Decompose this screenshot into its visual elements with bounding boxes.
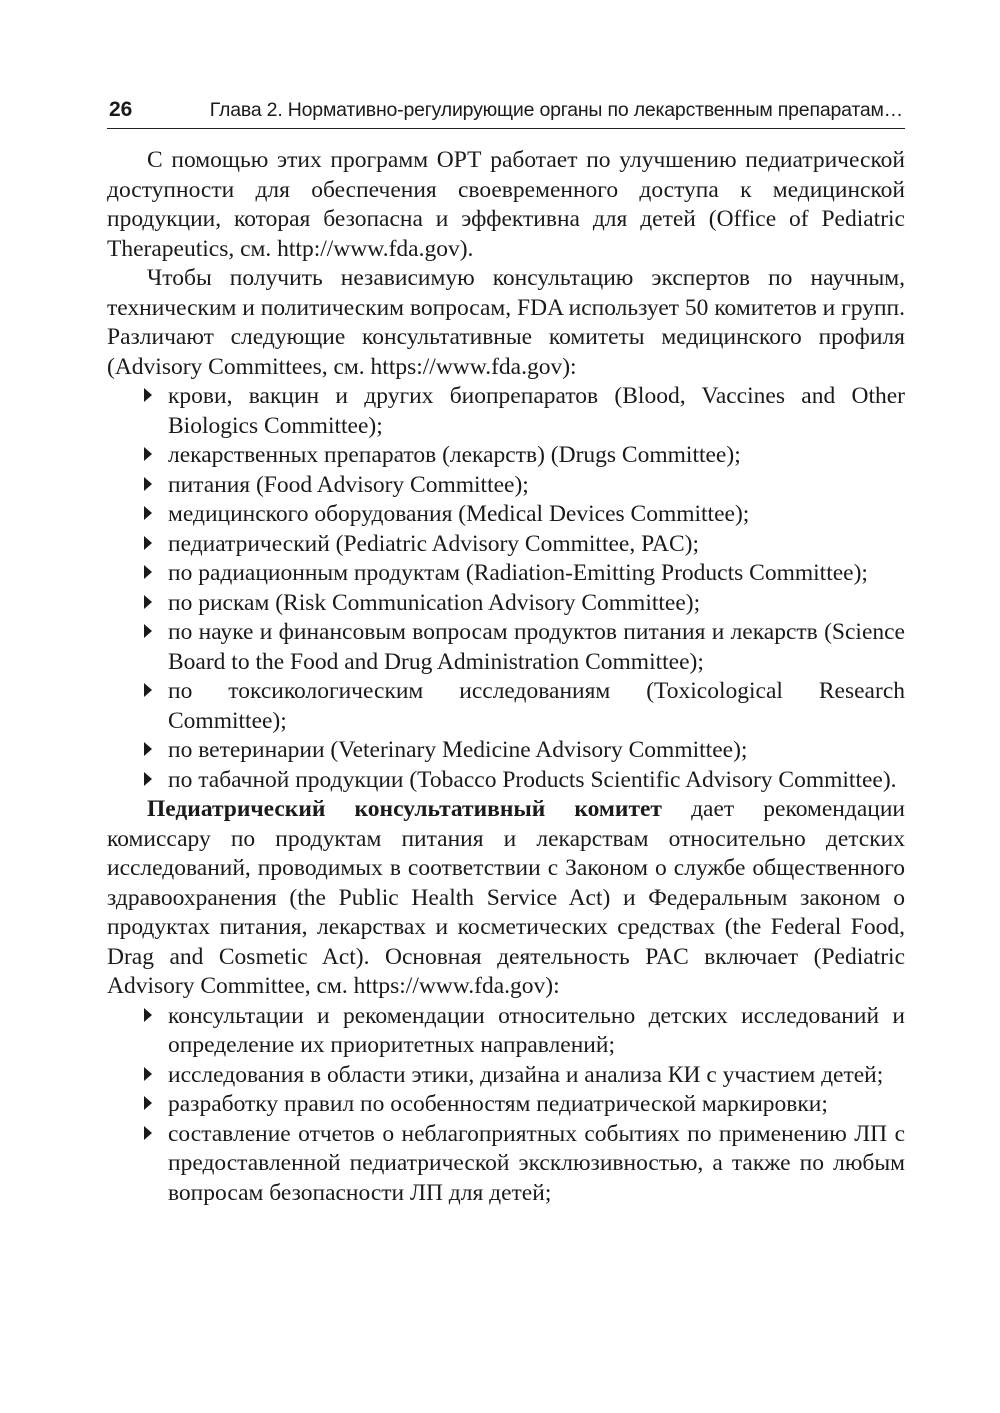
bold-term: Педиатрический консультативный комитет [147,796,662,822]
list-item: педиатрический (Pediatric Advisory Committee, PAC); [107,530,905,560]
list-item: по ветеринарии (Veterinary Medicine Advisory Committee); [107,736,905,766]
list-item: лекарственных препаратов (лекарств) (Drugs Committee); [107,441,905,471]
paragraph: Педиатрический консультативный комитет дает рекомендации комиссару по продуктам питания и лекарствам относительно детских исследований, проводимых в соответствии с Законом о службе общественного здравоохранения (the Public Health Service Act) и Федеральным законом о продуктах питания, лекарствах и косметических средствах (the Federal Food, Drag and Cosmetic Act). Основная деятельность PAC включает (Pediatric Advisory Committee, см. https://www.fda.gov): [107,796,905,999]
bullet-triangle-icon [144,772,152,786]
paragraph: Чтобы получить независимую консультацию экспертов по научным, техническим и политическим вопросам, FDA использует 50 комитетов и групп. Различают следующие консультативные комитеты медицинского профиля (Advisory Committees, см. https://www.fda.gov): [107,265,905,380]
bullet-triangle-icon [144,388,152,402]
pac-activities-list [107,1002,905,1209]
bullet-triangle-icon [144,1067,152,1081]
list-item: крови, вакцин и других биопрепаратов (Blood, Vaccines and Other Biologics Committee); [107,382,905,441]
page-number: 26 [109,98,133,121]
list-item: по рискам (Risk Communication Advisory Committee); [107,589,905,619]
list-item: составление отчетов о неблагоприятных событиях по применению ЛП с предоставленной педиатрической эксклюзивностью, а также по любым вопросам безопасности ЛП для детей; [107,1120,905,1209]
bullet-triangle-icon [144,595,152,609]
running-header [107,98,905,129]
list-item: по табачной продукции (Tobacco Products Scientific Advisory Committee). [107,766,905,796]
bullet-triangle-icon [144,624,152,638]
running-title: Глава 2. Нормативно-регулирующие органы по лекарственным препаратам… [209,99,903,121]
list-item: медицинского оборудования (Medical Devices Committee); [107,500,905,530]
page-body [107,146,905,1208]
bullet-triangle-icon [144,506,152,520]
list-item: по науке и финансовым вопросам продуктов питания и лекарств (Science Board to the Food and Drug Administration Committee); [107,618,905,677]
list-item: по токсикологическим исследованиям (Toxicological Research Committee); [107,677,905,736]
committees-list [107,382,905,795]
bullet-triangle-icon [144,742,152,756]
paragraph: С помощью этих программ ОРТ работает по улучшению педиатрической доступности для обеспечения своевременного доступа к медицинской продукции, которая безопасна и эффективна для детей (Office of Pediatric Therapeutics, см. http://www.fda.gov). [107,147,905,262]
list-item: питания (Food Advisory Committee); [107,471,905,501]
bullet-triangle-icon [144,536,152,550]
bullet-triangle-icon [144,447,152,461]
list-item: исследования в области этики, дизайна и анализа КИ с участием детей; [107,1061,905,1091]
list-item: консультации и рекомендации относительно детских исследований и определение их приоритетных направлений; [107,1002,905,1061]
list-item: по радиационным продуктам (Radiation-Emitting Products Committee); [107,559,905,589]
bullet-triangle-icon [144,1096,152,1110]
bullet-triangle-icon [144,1126,152,1140]
bullet-triangle-icon [144,565,152,579]
list-item: разработку правил по особенностям педиатрической маркировки; [107,1090,905,1120]
bullet-triangle-icon [144,683,152,697]
bullet-triangle-icon [144,1008,152,1022]
bullet-triangle-icon [144,477,152,491]
